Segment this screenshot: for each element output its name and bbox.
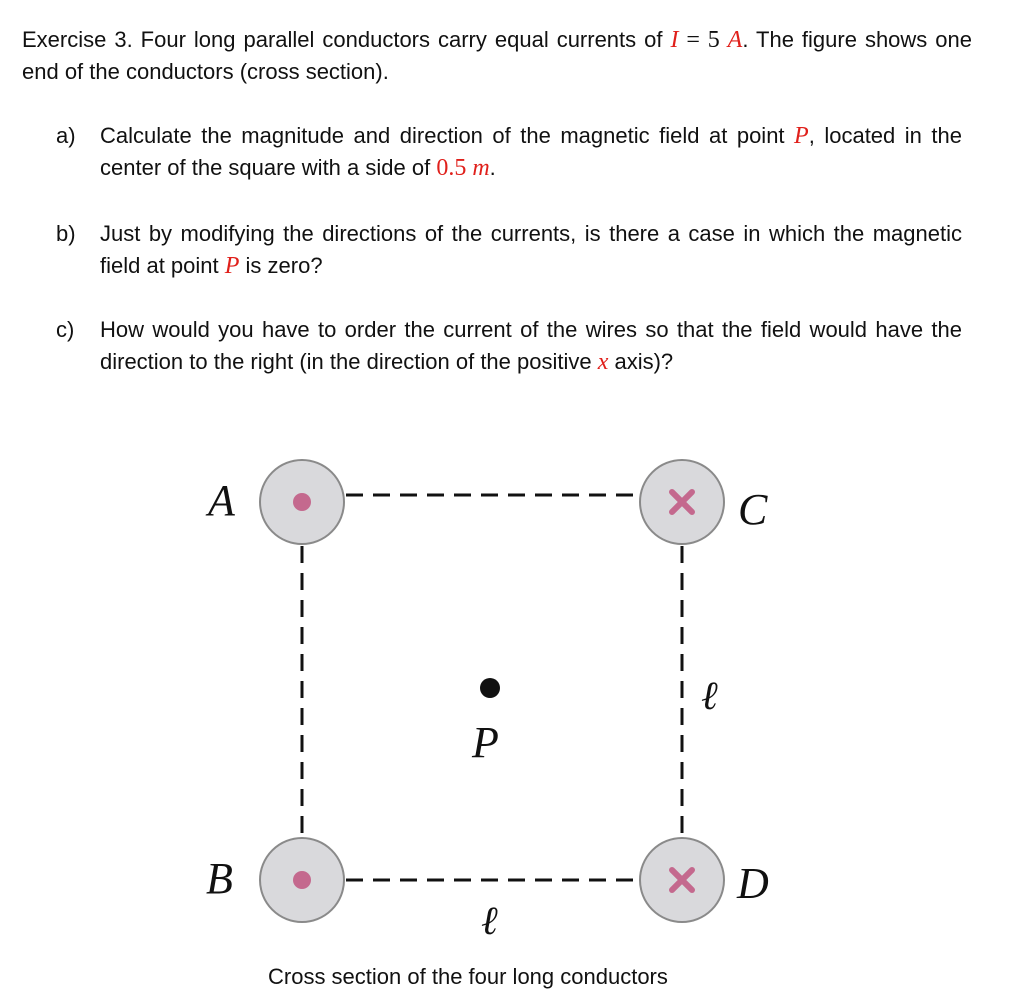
question-a-middle: , located in the center of the square with a side of bbox=[100, 123, 962, 180]
current-unit: A bbox=[727, 27, 743, 53]
dot-out-icon bbox=[293, 493, 311, 511]
side-unit: m bbox=[472, 155, 490, 181]
question-a-prefix: Calculate the magnitude and direction of the magnetic field at point bbox=[100, 123, 795, 148]
question-a-suffix: . bbox=[489, 155, 496, 180]
question-c-prefix: How would you have to order the current of the wires so that the field would have the direction to the right (in the direction of the positive bbox=[100, 317, 962, 374]
label-side-right: ℓ bbox=[701, 673, 718, 719]
side-value: 0.5 bbox=[436, 155, 467, 181]
conductor-b bbox=[260, 838, 344, 922]
label-p: P bbox=[472, 718, 499, 767]
question-c-label: c) bbox=[56, 317, 75, 342]
question-a-point: P bbox=[794, 123, 809, 149]
dot-out-icon bbox=[293, 871, 311, 889]
conductor-c bbox=[640, 460, 724, 544]
label-d: D bbox=[737, 859, 769, 908]
label-side-bottom: ℓ bbox=[481, 898, 498, 944]
question-b-point: P bbox=[224, 253, 240, 279]
question-c-axis: x bbox=[597, 349, 609, 375]
label-b: B bbox=[206, 854, 233, 903]
question-b-label: b) bbox=[56, 221, 76, 246]
intro-suffix: . The figure shows one end of the conductors (cross section). bbox=[22, 27, 972, 84]
question-a-label: a) bbox=[56, 123, 76, 148]
intro-prefix: Exercise 3. Four long parallel conductors carry equal currents of bbox=[22, 27, 671, 52]
point-p-dot bbox=[480, 678, 500, 698]
current-symbol: I bbox=[670, 27, 679, 53]
question-b-prefix: Just by modifying the directions of the currents, is there a case in which the magnetic field at point bbox=[100, 221, 962, 278]
figure-caption: Cross section of the four long conductors bbox=[268, 964, 668, 989]
label-a: A bbox=[208, 476, 235, 525]
question-b-suffix: is zero? bbox=[239, 253, 323, 278]
conductor-a bbox=[260, 460, 344, 544]
question-c-suffix: axis)? bbox=[608, 349, 674, 374]
conductor-d bbox=[640, 838, 724, 922]
current-equals: = 5 bbox=[678, 27, 728, 53]
label-c: C bbox=[738, 485, 768, 534]
